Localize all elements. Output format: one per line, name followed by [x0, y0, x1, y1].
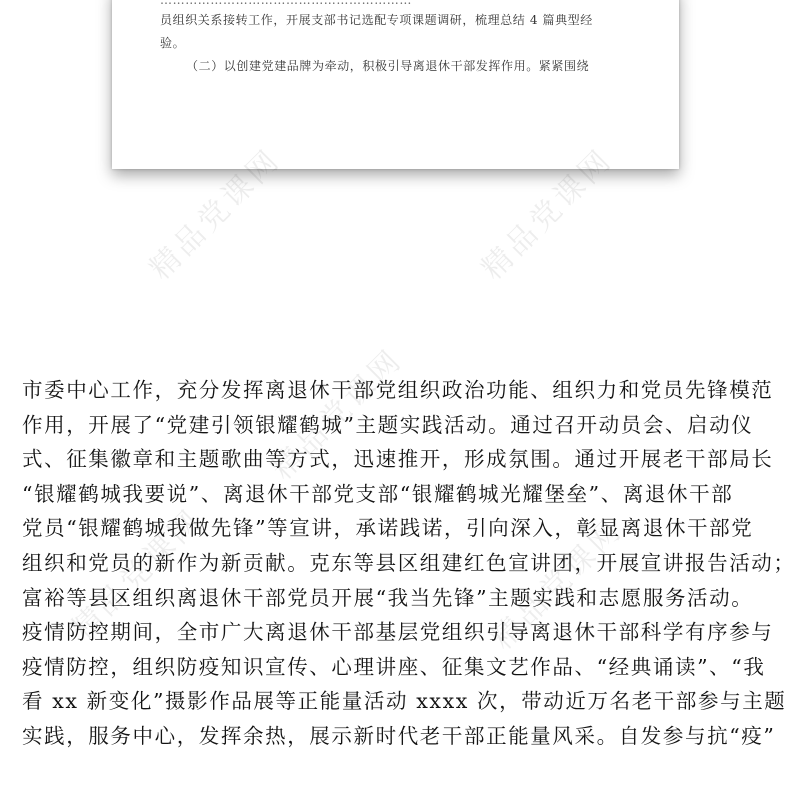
card-partial-line: …………………………………………………… — [160, 0, 412, 7]
body-line: 式、征集徽章和主题歌曲等方式，迅速推开，形成氛围。通过开展老干部局长 — [22, 447, 774, 472]
body-line: 实践，服务中心，发挥余热，展示新时代老干部正能量风采。自发参与抗“疫” — [22, 723, 776, 748]
body-paragraph — [22, 373, 796, 754]
card-line-3: （二）以创建党建品牌为牵动，积极引导离退休干部发挥作用。紧紧围绕 — [186, 59, 590, 73]
body-line: 看 xx 新变化”摄影作品展等正能量活动 xxxx 次，带动近万名老干部参与主题 — [22, 689, 787, 714]
card-line-1: 员组织关系接转工作，开展支部书记选配专项课题调研，梳理总结 4 篇典型经 — [160, 13, 593, 27]
body-line: 市委中心工作，充分发挥离退休干部党组织政治功能、组织力和党员先锋模范 — [22, 378, 774, 402]
body-line: 疫情防控，组织防疫知识宣传、心理讲座、征集文艺作品、“经典诵读”、“我 — [22, 654, 766, 679]
watermark: 精品党课网 — [484, 511, 630, 657]
watermark: 精品党课网 — [264, 341, 410, 487]
watermark: 精品党课网 — [64, 501, 210, 647]
body-line: 作用，开展了“党建引领银耀鹤城”主题实践活动。通过召开动员会、启动仪 — [22, 412, 754, 437]
body-line: 党员“银耀鹤城我做先锋”等宣讲，承诺践诺，引向深入，彰显离退休干部党 — [22, 516, 754, 541]
card-line-2: 验。 — [160, 36, 186, 50]
body-line: “银耀鹤城我要说”、离退休干部党支部“银耀鹤城光耀堡垒”、离退休干部 — [22, 481, 734, 506]
body-line: 富裕等县区组织离退休干部党员开展“我当先锋”主题实践和志愿服务活动。 — [22, 585, 754, 610]
document-preview-card — [112, 0, 679, 169]
body-line: 疫情防控期间，全市广大离退休干部基层党组织引导离退休干部科学有序参与 — [22, 620, 774, 645]
body-line: 组织和党员的新作为新贡献。克东等县区组建红色宣讲团，开展宣讲报告活动； — [22, 550, 796, 575]
watermark: 精品党课网 — [474, 141, 620, 287]
watermark: 精品党课网 — [142, 141, 288, 287]
